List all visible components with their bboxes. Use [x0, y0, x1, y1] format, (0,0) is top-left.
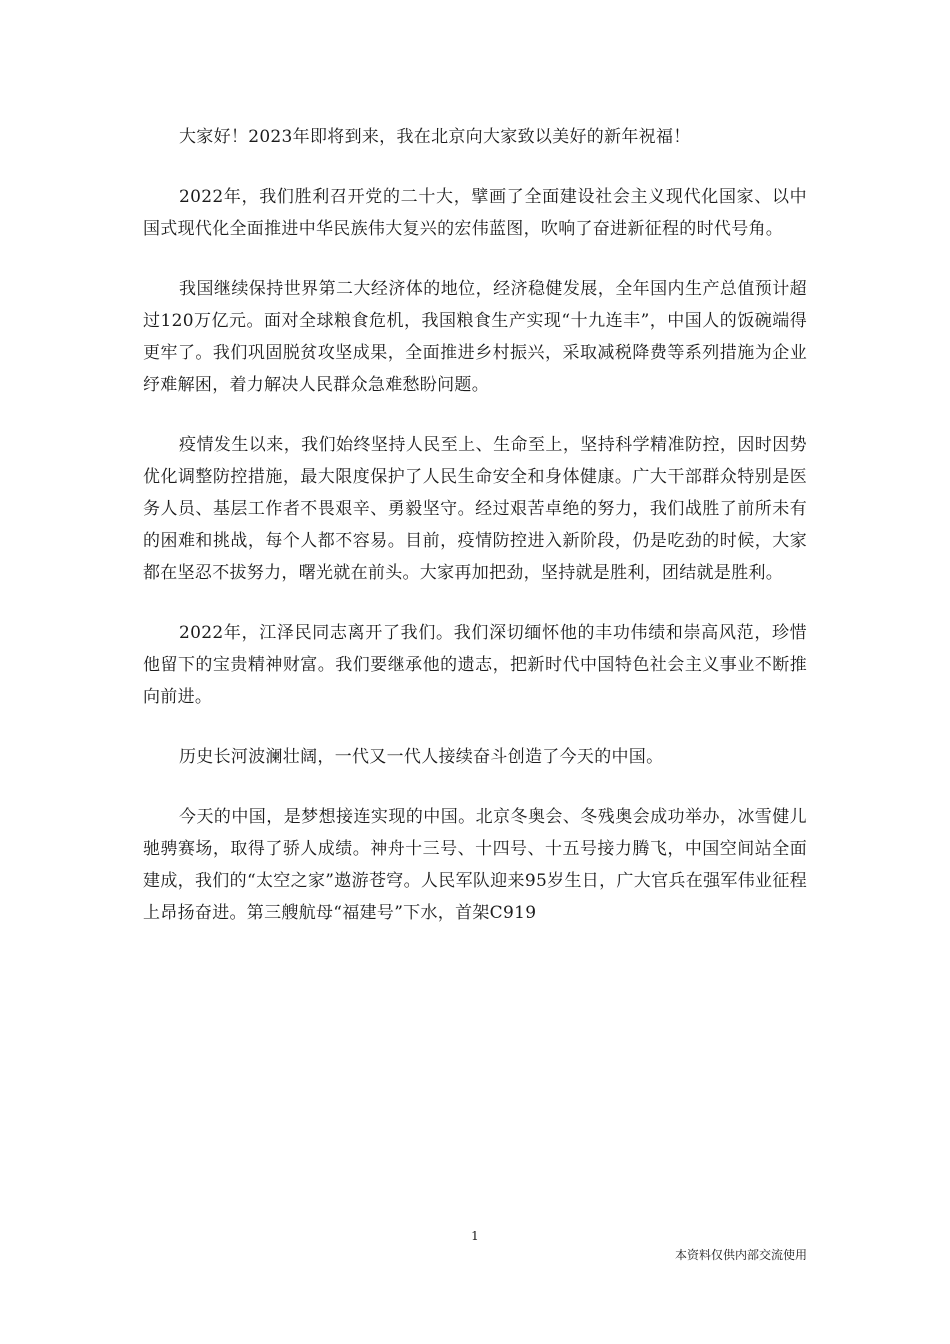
paragraph-5: 2022年，江泽民同志离开了我们。我们深切缅怀他的丰功伟绩和崇高风范，珍惜他留下的宝贵精神财富。我们要继承他的遗志，把新时代中国特色社会主义事业不断推向前进。: [143, 623, 807, 707]
document-body: [143, 121, 807, 957]
paragraph-4: 疫情发生以来，我们始终坚持人民至上、生命至上，坚持科学精准防控，因时因势优化调整防控措施，最大限度保护了人民生命安全和身体健康。广大干部群众特别是医务人员、基层工作者不畏艰辛、勇毅坚守。经过艰苦卓绝的努力，我们战胜了前所未有的困难和挑战，每个人都不容易。目前，疫情防控进入新阶段，仍是吃劲的时候，大家都在坚忍不拔努力，曙光就在前头。大家再加把劲，坚持就是胜利，团结就是胜利。: [143, 435, 807, 583]
page-number: 1: [471, 1229, 479, 1243]
paragraph-3: 我国继续保持世界第二大经济体的地位，经济稳健发展，全年国内生产总值预计超过120万亿元。面对全球粮食危机，我国粮食生产实现“十九连丰”，中国人的饭碗端得更牢了。我们巩固脱贫攻坚成果，全面推进乡村振兴，采取减税降费等系列措施为企业纾难解困，着力解决人民群众急难愁盼问题。: [143, 279, 807, 395]
footer-note: 本资料仅供内部交流使用: [674, 1248, 807, 1262]
paragraph-7: 今天的中国，是梦想接连实现的中国。北京冬奥会、冬残奥会成功举办，冰雪健儿驰骋赛场，取得了骄人成绩。神舟十三号、十四号、十五号接力腾飞，中国空间站全面建成，我们的“太空之家”遨游苍穹。人民军队迎来95岁生日，广大官兵在强军伟业征程上昂扬奋进。第三艘航母“福建号”下水，首架C919: [143, 807, 807, 923]
paragraph-1: 大家好！2023年即将到来，我在北京向大家致以美好的新年祝福！: [179, 127, 691, 147]
paragraph-2: 2022年，我们胜利召开党的二十大，擘画了全面建设社会主义现代化国家、以中国式现代化全面推进中华民族伟大复兴的宏伟蓝图，吹响了奋进新征程的时代号角。: [143, 187, 807, 239]
paragraph-6: 历史长河波澜壮阔，一代又一代人接续奋斗创造了今天的中国。: [179, 747, 664, 767]
